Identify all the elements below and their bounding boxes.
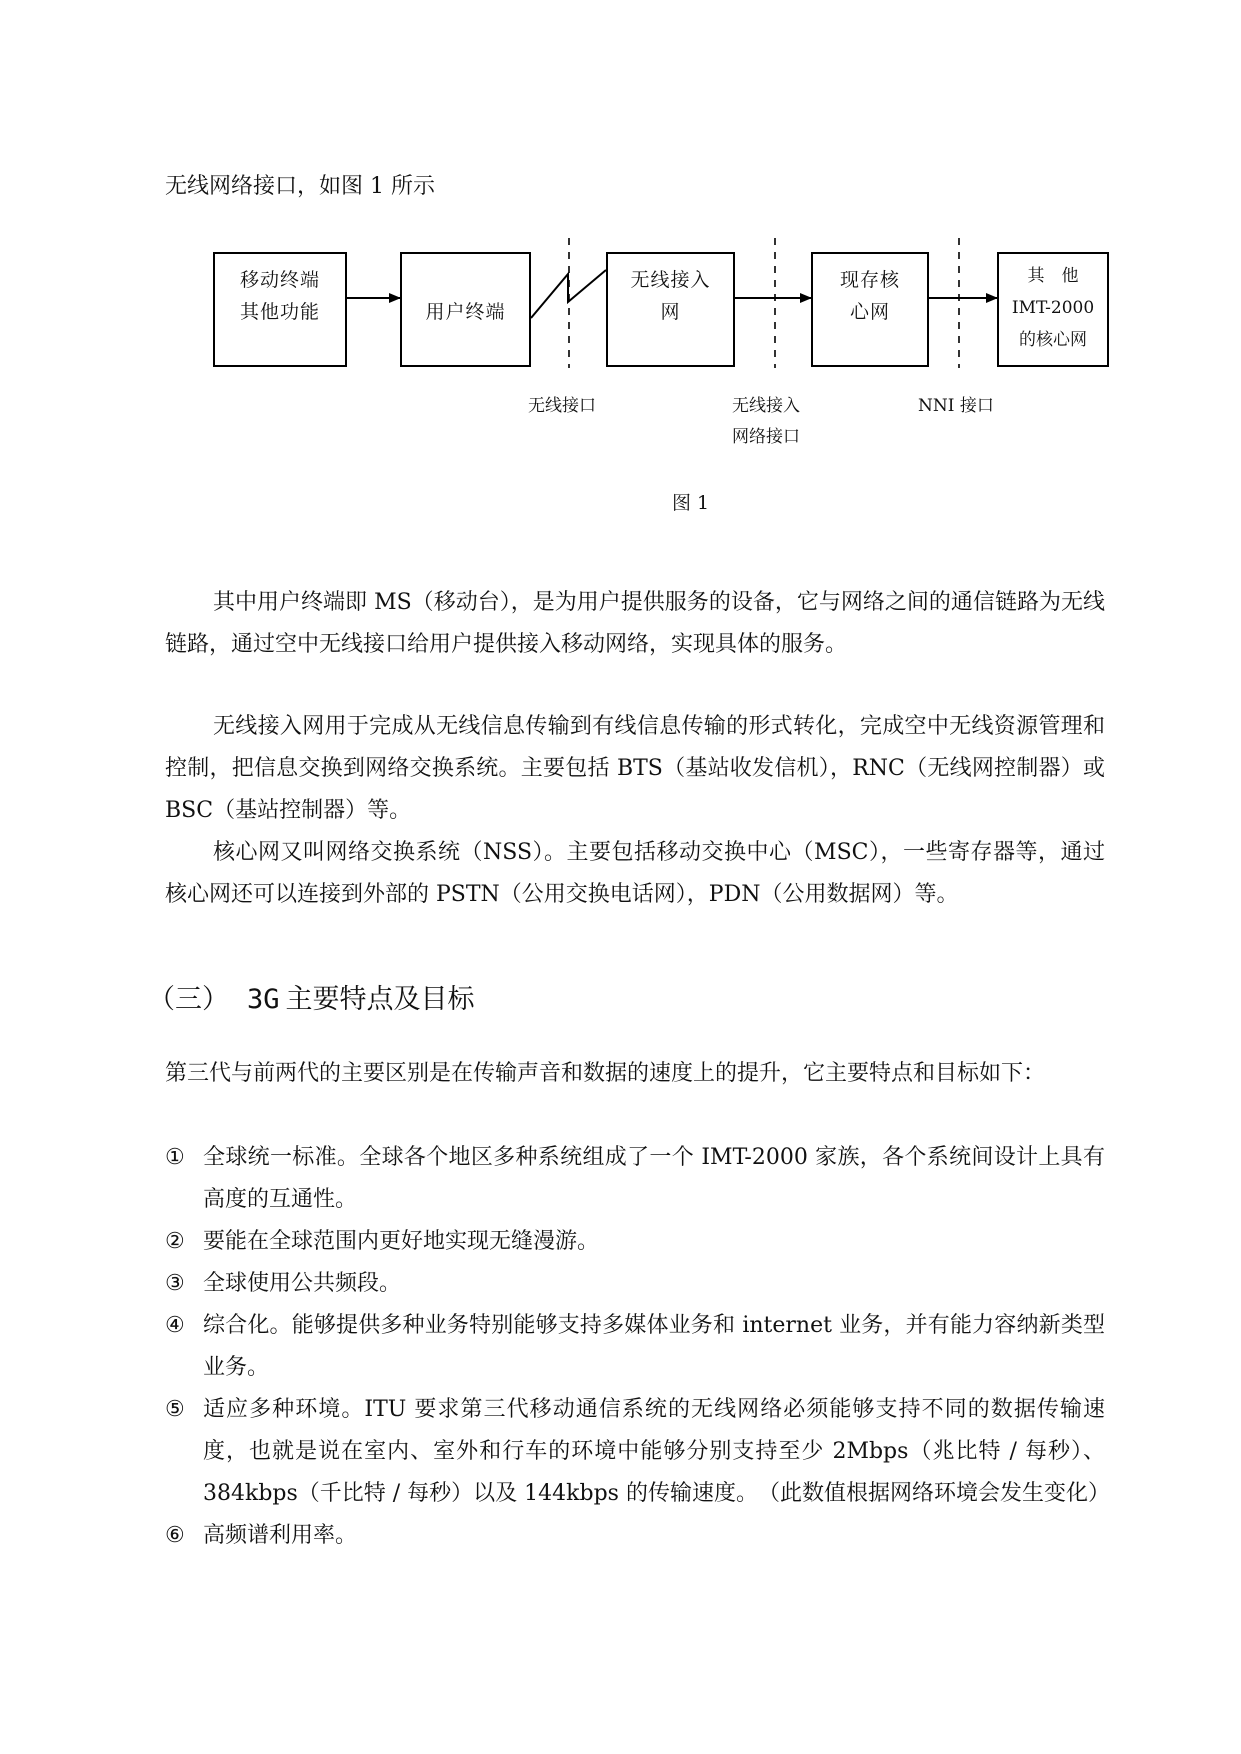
box-user-terminal [400,252,531,367]
section-heading [148,980,475,1020]
list-item [165,1263,1105,1305]
box-5-line-3: 的核心网 [1019,330,1087,350]
list-marker: ① [165,1145,185,1170]
section-title: 主要特点及目标 [285,984,475,1015]
box-1-line-1: 移动终端 [239,269,320,291]
box-radio-access-network [606,252,735,367]
list-item [165,1137,1105,1221]
interface-3-line-1: NNI 接口 [918,396,994,416]
intro-line: 无线网络接口，如图 1 所示 [165,174,435,199]
list-item [165,1389,1110,1515]
list-item-text: 全球统一标准。全球各个地区多种系统组成了一个 IMT-2000 家族，各个系统间设计上具有高度的互通性。 [203,1145,1105,1212]
list-marker: ② [165,1229,185,1254]
interface-2-line-1: 无线接入 [732,396,800,416]
section-code: 3G [247,984,280,1015]
list-item-text: 综合化。能够提供多种业务特别能够支持多媒体业务和 internet 业务，并有能力容纳新类型业务。 [203,1313,1105,1380]
paragraph-2-text: 无线接入网用于完成从无线信息传输到有线信息传输的形式转化，完成空中无线资源管理和控制，把信息交换到网络交换系统。主要包括 BTS（基站收发信机），RNC（无线网控制器）或 BSC（基站控制器）等。 [165,714,1105,823]
interface-label-radio-access [732,391,800,453]
paragraph-core-network [165,832,1105,916]
figure-caption: 图 1 [672,492,710,514]
interface-label-nni [918,391,994,422]
list-marker: ③ [165,1271,185,1296]
paragraph-3-text: 核心网又叫网络交换系统（NSS）。主要包括移动交换中心（MSC），一些寄存器等，通过核心网还可以连接到外部的 PSTN（公用交换电话网），PDN（公用数据网）等。 [165,840,1105,907]
lead-text: 第三代与前两代的主要区别是在传输声音和数据的速度上的提升，它主要特点和目标如下： [165,1061,1046,1086]
paragraph-radio-access [165,706,1105,832]
paragraph-1-text: 其中用户终端即 MS（移动台），是为用户提供服务的设备，它与网络之间的通信链路为无线链路，通过空中无线接口给用户提供接入移动网络，实现具体的服务。 [165,590,1105,657]
box-5-line-2: IMT-2000 [1011,298,1095,318]
list-marker: ④ [165,1313,185,1338]
box-existing-core-network [811,252,929,367]
list-item [165,1515,1105,1557]
feature-list [165,1137,1110,1557]
lead-paragraph [165,1053,1105,1095]
section-number: （三） [148,984,229,1015]
list-item-text: 全球使用公共频段。 [203,1271,402,1296]
list-item [165,1221,1105,1263]
box-1-line-2: 其他功能 [239,301,320,323]
interface-2-line-2: 网络接口 [732,427,800,447]
paragraph-user-terminal [165,582,1105,666]
list-marker: ⑥ [165,1523,185,1548]
interface-1-line-1: 无线接口 [528,396,596,416]
list-marker: ⑤ [165,1397,185,1422]
box-mobile-terminal-functions [213,252,347,367]
interface-label-wireless [528,391,596,422]
list-item-text: 高频谱利用率。 [203,1523,358,1548]
box-2-line-1: 用户终端 [425,301,506,323]
box-4-line-1: 现存核 [839,269,900,291]
box-other-imt2000-core [997,252,1109,367]
list-item [165,1305,1105,1389]
box-5-line-1: 其 他 [1027,266,1079,286]
box-3-line-1: 无线接入 [630,269,711,291]
box-4-line-2: 心网 [849,301,890,323]
list-item-text: 适应多种环境。ITU 要求第三代移动通信系统的无线网络必须能够支持不同的数据传输速度，也就是说在室内、室外和行车的环境中能够分别支持至少 2Mbps（兆比特 / 每秒）、384kbps（千比特 / 每秒）以及 144kbps 的传输速度。 （此数值根据网络环境会发生变化） [203,1397,1110,1506]
box-3-line-2: 网 [660,301,681,323]
list-item-text: 要能在全球范围内更好地实现无缝漫游。 [203,1229,600,1254]
